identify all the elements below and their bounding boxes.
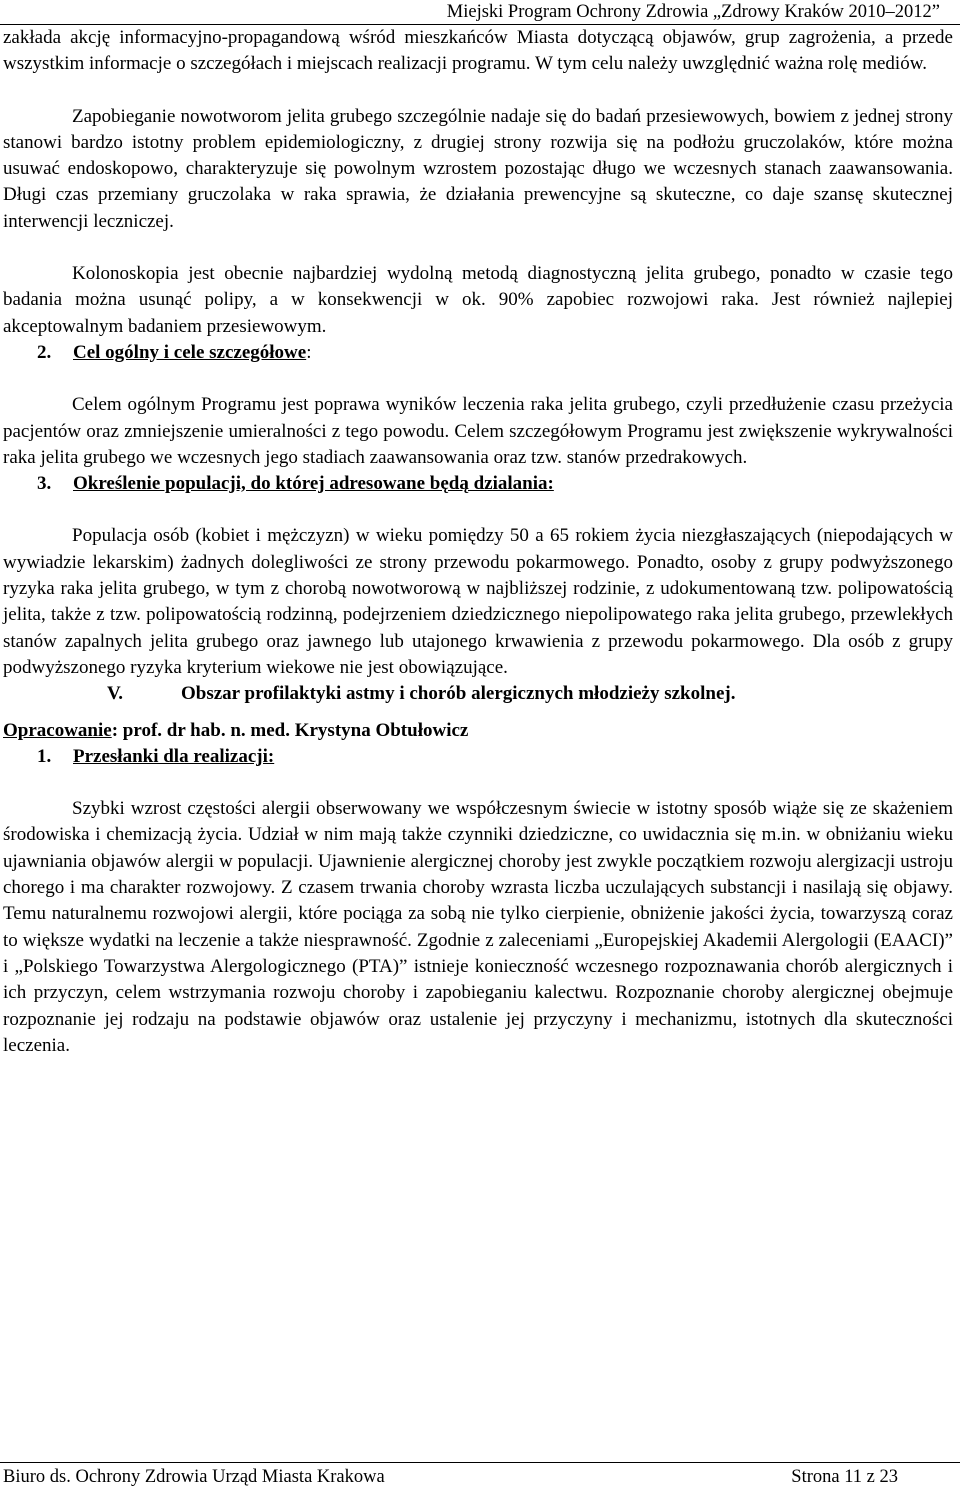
- paragraph-population: Populacja osób (kobiet i mężczyzn) w wieku pomiędzy 50 a 65 rokiem życia niezgłaszających (niepodających w wywiadzie lekarskim) żadnych dolegliwości ze strony przewodu pokarmowego. Ponadto, osoby z grupy podwyższonego ryzyka raka jelita grubego, w tym z chorobą nowotworową w najbliższej rodzinie, z udokumentowaną tzw. polipowatością jelita, także z tzw. polipowatością rodzinną, podejrzeniem dziedzicznego niepolipowatego raka jelita grubego, przewlekłych stanów zapalnych jelita grubego oraz jawnego lub utajonego krwawienia z przewodu pokarmowego. Dla osób z grupy podwyższonego ryzyka kryterium wiekowe nie jest obowiązujące.: [3, 525, 953, 678]
- paragraph-intro-continuation: zakłada akcję informacyjno-propagandową wśród mieszkańców Miasta dotyczącą objawów, grup zagrożenia, a przede wszystkim informacje o szczegółach i miejscach realizacji programu. W tym celu należy uwzględnić ważna rolę mediów.: [3, 27, 953, 75]
- footer-divider: [0, 1462, 960, 1463]
- paragraph-colonoscopy: Kolonoskopia jest obecnie najbardziej wydolną metodą diagnostyczną jelita grubego, ponadto w czasie tego badania można usunąć polipy, a w konsekwencji w ok. 90% zapobiec rozwojowi raka. Jest również najlepiej akceptowalnym badaniem przesiewowym.: [3, 263, 953, 337]
- document-body: [3, 25, 953, 1059]
- heading-title: Określenie populacji, do której adresowane będą dzialania:: [73, 473, 554, 495]
- heading-title: Cel ogólny i cele szczegółowe: [73, 341, 307, 363]
- heading-number: 2.: [37, 341, 52, 363]
- heading-tail: :: [306, 341, 312, 363]
- author-label: Opracowanie: [3, 719, 112, 741]
- section-number: V.: [107, 683, 124, 705]
- section-title: Obszar profilaktyki astmy i chorób alergicznych młodzieży szkolnej.: [181, 683, 736, 705]
- page-header: Miejski Program Ochrony Zdrowia „Zdrowy Kraków 2010–2012”: [446, 2, 940, 22]
- paragraph-allergy: Szybki wzrost częstości alergii obserwowany we współczesnym świecie w istotny sposób wiąże się ze skażeniem środowiska i chemizacją życia. Udział w nim mają także czynniki dziedziczne, co uwidacznia się m.in. w obniżaniu wieku ujawniania objawów alergii w populacji. Ujawnienie alergicznej choroby jest zwykle początkiem rozwoju alergizacji ustroju chorego i ma charakter rozwojowy. Z czasem trwania choroby wzrasta liczba uczulających substancji i nasilają się objawy. Temu naturalnemu rozwojowi alergii, które pociąga za sobą nie tylko cierpienie, obniżenie jakości życia, towarzyszą coraz to większe wydatki na leczenie a także niesprawność. Zgodnie z zaleceniami „Europejskiej Akademii Alergologii (EAACI)” i „Polskiego Towarzystwa Alergologicznego (PTA)” istnieje konieczność wczesnego rozpoznawania chorób alergicznych i ich przyczyn, celem wstrzymania rozwoju choroby i zapobieganiu kalectwu. Rozpoznanie choroby alergicznej obejmuje rozpoznanie jej rodzaju na podstawie objawów oraz ustalenie jej przyczyny i mechanizmu, istotnych dla skuteczności leczenia.: [3, 798, 953, 1056]
- author-line: [3, 718, 953, 744]
- heading-population: [3, 471, 953, 497]
- heading-number: 3.: [37, 473, 52, 495]
- paragraph-objectives: Celem ogólnym Programu jest poprawa wyników leczenia raka jelita grubego, czyli przedłużenie czasu przeżycia pacjentów oraz zmniejszenie umieralności z tego powodu. Celem szczegółowym Programu jest zwiększenie wykrywalności raka jelita grubego we wczesnych jego stadiach zaawansowania oraz tzw. stanów przedrakowych.: [3, 394, 953, 468]
- heading-number: 1.: [37, 745, 52, 767]
- heading-title: Przesłanki dla realizacji:: [73, 745, 275, 767]
- paragraph-colorectal-screening: Zapobieganie nowotworom jelita grubego szczególnie nadaje się do badań przesiewowych, bowiem z jednej strony stanowi bardzo istotny problem epidemiologiczny, z drugiej strony rozwija się na podłożu gruczolaków, które można usuwać endoskopowo, charakteryzuje się powolnym wzrostem pozostając długo we wczesnych stanach zaawansowania. Długi czas przemiany gruczolaka w raka sprawia, że działania prewencyjne są skuteczne, co daje szansę skutecznej interwencji leczniczej.: [3, 105, 953, 232]
- footer-page-number: Strona 11 z 23: [791, 1467, 898, 1487]
- section-heading-allergy: [3, 681, 953, 707]
- heading-objectives: [3, 340, 953, 366]
- heading-premises: [3, 744, 953, 770]
- footer-office: Biuro ds. Ochrony Zdrowia Urząd Miasta Krakowa: [3, 1467, 385, 1487]
- author-name: : prof. dr hab. n. med. Krystyna Obtułowicz: [111, 719, 469, 741]
